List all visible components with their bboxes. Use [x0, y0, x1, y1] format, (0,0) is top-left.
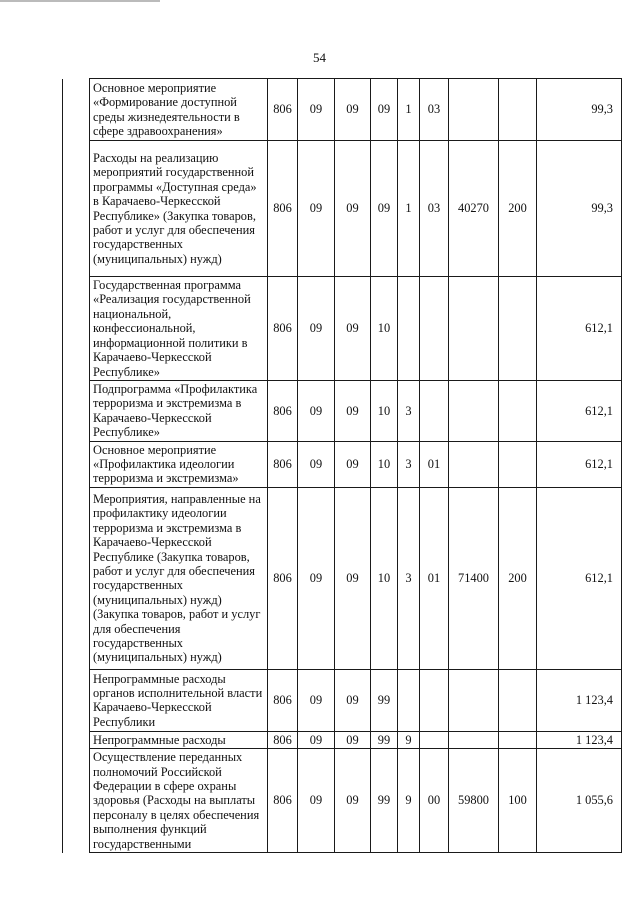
row-subprogram-code: 3 — [398, 487, 420, 669]
row-event-code: 00 — [420, 749, 449, 853]
row-expense-type-code: 100 — [499, 749, 537, 853]
row-event-code: 03 — [420, 141, 449, 277]
budget-table-body — [63, 79, 622, 853]
row-subsection-code: 09 — [335, 441, 371, 487]
row-expense-type-code — [499, 277, 537, 381]
row-section-code: 09 — [298, 441, 335, 487]
top-rule — [0, 0, 160, 2]
row-subsection-code: 09 — [335, 277, 371, 381]
row-program-code: 10 — [371, 381, 398, 442]
row-subsection-code: 09 — [335, 141, 371, 277]
table-row — [63, 141, 622, 277]
row-amount: 99,3 — [537, 141, 622, 277]
row-subsection-code: 09 — [335, 731, 371, 748]
row-subsection-code: 09 — [335, 79, 371, 141]
row-program-code: 99 — [371, 669, 398, 731]
row-direction-code — [449, 731, 499, 748]
row-event-code — [420, 731, 449, 748]
row-blank-cell — [63, 277, 90, 381]
row-ministry-code: 806 — [268, 731, 298, 748]
table-row — [63, 749, 622, 853]
row-direction-code — [449, 669, 499, 731]
row-subprogram-code — [398, 669, 420, 731]
row-name: Расходы на реализацию мероприятий государственной программы «Доступная среда» в Карачаево-Черкесской Республике» (Закупка товаров, работ и услуг для обеспечения государственных (муниципальных) нужд) — [90, 141, 268, 277]
row-program-code: 09 — [371, 141, 398, 277]
row-blank-cell — [63, 669, 90, 731]
row-subsection-code: 09 — [335, 487, 371, 669]
row-ministry-code: 806 — [268, 79, 298, 141]
row-subprogram-code: 3 — [398, 381, 420, 442]
row-event-code — [420, 277, 449, 381]
row-ministry-code: 806 — [268, 487, 298, 669]
row-program-code: 10 — [371, 487, 398, 669]
row-name: Основное мероприятие «Профилактика идеологии терроризма и экстремизма» — [90, 441, 268, 487]
row-section-code: 09 — [298, 669, 335, 731]
row-amount: 99,3 — [537, 79, 622, 141]
row-program-code: 09 — [371, 79, 398, 141]
row-blank-cell — [63, 731, 90, 748]
row-name: Мероприятия, направленные на профилактику идеологии терроризма и экстремизма в Карачаево-Черкесской Республике (Закупка товаров, работ и услуг для обеспечения государственных (муниципальных) нужд) (Закупка товаров, работ и услуг для обеспечения государственных (муниципальных) нужд) — [90, 487, 268, 669]
row-ministry-code: 806 — [268, 277, 298, 381]
row-blank-cell — [63, 487, 90, 669]
row-amount: 612,1 — [537, 381, 622, 442]
row-direction-code — [449, 79, 499, 141]
row-ministry-code: 806 — [268, 749, 298, 853]
row-subsection-code: 09 — [335, 669, 371, 731]
row-ministry-code: 806 — [268, 441, 298, 487]
row-event-code — [420, 381, 449, 442]
row-direction-code: 71400 — [449, 487, 499, 669]
row-amount: 612,1 — [537, 277, 622, 381]
row-name: Непрограммные расходы органов исполнительной власти Карачаево-Черкесской Республики — [90, 669, 268, 731]
table-row — [63, 731, 622, 748]
row-subprogram-code: 3 — [398, 441, 420, 487]
row-direction-code: 59800 — [449, 749, 499, 853]
row-blank-cell — [63, 141, 90, 277]
row-section-code: 09 — [298, 141, 335, 277]
row-name: Непрограммные расходы — [90, 731, 268, 748]
row-expense-type-code — [499, 731, 537, 748]
row-amount: 1 123,4 — [537, 669, 622, 731]
row-section-code: 09 — [298, 381, 335, 442]
row-direction-code — [449, 277, 499, 381]
row-section-code: 09 — [298, 277, 335, 381]
row-subprogram-code — [398, 277, 420, 381]
row-blank-cell — [63, 381, 90, 442]
row-expense-type-code — [499, 381, 537, 442]
table-row — [63, 441, 622, 487]
row-section-code: 09 — [298, 731, 335, 748]
row-amount: 612,1 — [537, 441, 622, 487]
row-expense-type-code — [499, 79, 537, 141]
row-blank-cell — [63, 749, 90, 853]
row-direction-code — [449, 381, 499, 442]
row-ministry-code: 806 — [268, 381, 298, 442]
row-expense-type-code — [499, 441, 537, 487]
row-name: Осуществление переданных полномочий Российской Федерации в сфере охраны здоровья (Расходы на выплаты персоналу в целях обеспечения выполнения функций государственными — [90, 749, 268, 853]
row-section-code: 09 — [298, 79, 335, 141]
row-amount: 612,1 — [537, 487, 622, 669]
row-name: Основное мероприятие «Формирование доступной среды жизнедеятельности в сфере здравоохранения» — [90, 79, 268, 141]
row-direction-code — [449, 441, 499, 487]
row-section-code: 09 — [298, 749, 335, 853]
row-program-code: 99 — [371, 731, 398, 748]
row-blank-cell — [63, 441, 90, 487]
row-subsection-code: 09 — [335, 381, 371, 442]
row-name: Государственная программа «Реализация государственной национальной, конфессиональной, информационной политики в Карачаево-Черкесской Республике» — [90, 277, 268, 381]
page-number: 54 — [313, 50, 326, 65]
table-row — [63, 381, 622, 442]
row-program-code: 99 — [371, 749, 398, 853]
row-direction-code: 40270 — [449, 141, 499, 277]
row-event-code: 01 — [420, 441, 449, 487]
row-subprogram-code: 9 — [398, 749, 420, 853]
row-blank-cell — [63, 79, 90, 141]
row-ministry-code: 806 — [268, 669, 298, 731]
row-program-code: 10 — [371, 277, 398, 381]
row-amount: 1 055,6 — [537, 749, 622, 853]
row-expense-type-code: 200 — [499, 141, 537, 277]
row-section-code: 09 — [298, 487, 335, 669]
budget-table — [62, 78, 622, 853]
table-row — [63, 79, 622, 141]
table-row — [63, 277, 622, 381]
row-amount: 1 123,4 — [537, 731, 622, 748]
row-expense-type-code: 200 — [499, 487, 537, 669]
row-program-code: 10 — [371, 441, 398, 487]
row-name: Подпрограмма «Профилактика терроризма и экстремизма в Карачаево-Черкесской Республике» — [90, 381, 268, 442]
row-subprogram-code: 1 — [398, 141, 420, 277]
row-ministry-code: 806 — [268, 141, 298, 277]
row-subsection-code: 09 — [335, 749, 371, 853]
row-event-code: 01 — [420, 487, 449, 669]
table-row — [63, 487, 622, 669]
row-subprogram-code: 1 — [398, 79, 420, 141]
row-expense-type-code — [499, 669, 537, 731]
row-event-code — [420, 669, 449, 731]
row-event-code: 03 — [420, 79, 449, 141]
row-subprogram-code: 9 — [398, 731, 420, 748]
table-row — [63, 669, 622, 731]
